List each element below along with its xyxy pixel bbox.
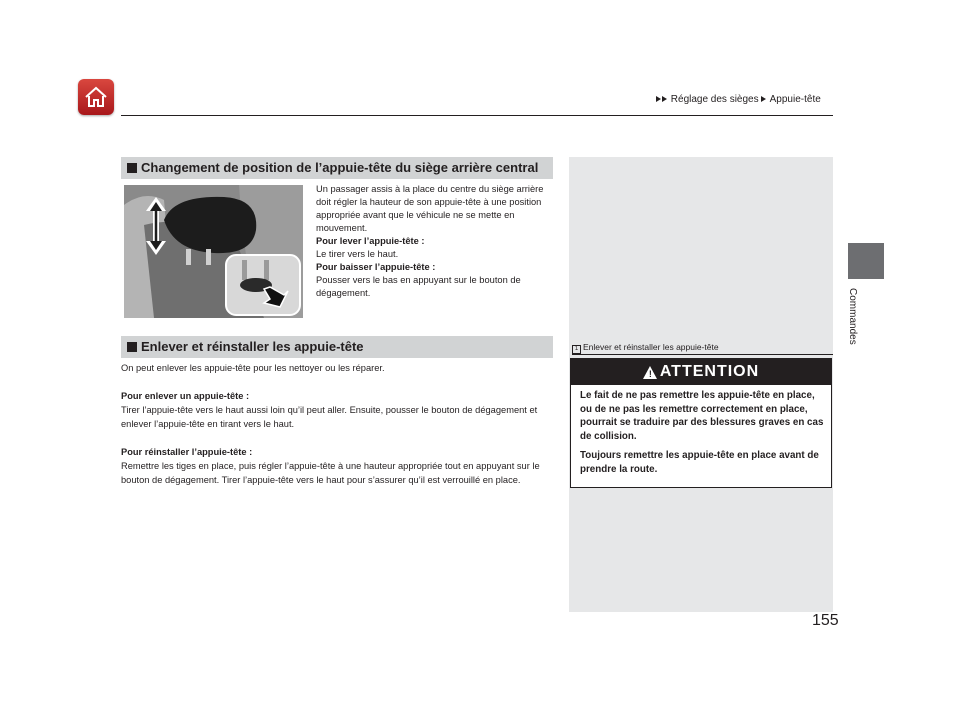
remove-reinstall-body [121, 361, 558, 487]
warning-paragraph: Toujours remettre les appuie-tête en place avant de prendre la route. [580, 450, 819, 475]
paragraph: Un passager assis à la place du centre du siège arrière doit régler la hauteur de son appuie-tête à une position appropriée avant que le véhicule ne se mette en mouvement. [316, 184, 544, 233]
raise-heading: Pour lever l’appuie-tête : [316, 236, 425, 246]
home-button[interactable] [78, 79, 114, 115]
section-square-icon [127, 163, 137, 173]
warning-label: ATTENTION [659, 363, 760, 380]
remove-heading: Pour enlever un appuie-tête : [121, 391, 250, 401]
sidebar-note-title[interactable] [572, 342, 719, 354]
home-icon [83, 84, 109, 110]
chapter-tab-label: Commandes [847, 288, 858, 345]
reinstall-text: Remettre les tiges en place, puis régler l’appuie-tête à une hauteur appropriée tout en appuyant sur le bouton de dégagement. Tirer l’appuie-tête vers le haut pour s’assurer qu’il est verrouillé en place. [121, 461, 540, 485]
section-header-remove-reinstall [121, 336, 553, 358]
breadcrumb-arrow-icon [656, 96, 661, 102]
lower-text: Pousser vers le bas en appuyant sur le bouton de dégagement. [316, 275, 521, 298]
page-number: 155 [812, 612, 839, 629]
raise-text: Le tirer vers le haut. [316, 249, 399, 259]
warning-box [570, 358, 832, 488]
reinstall-heading: Pour réinstaller l’appuie-tête : [121, 447, 253, 457]
warning-paragraph: Le fait de ne pas remettre les appuie-tête en place, ou de ne pas les remettre correctement en place, pourrait se traduire par des blessures graves en cas de collision. [580, 390, 824, 442]
warning-header [571, 359, 831, 385]
center-headrest-description [316, 183, 556, 300]
intro-text: On peut enlever les appuie-tête pour les nettoyer ou les réparer. [121, 363, 385, 373]
warning-triangle-icon: ! [643, 366, 657, 379]
header-divider [121, 115, 833, 116]
section-square-icon [127, 342, 137, 352]
breadcrumb-current[interactable]: Appuie-tête [769, 94, 821, 105]
breadcrumb-arrow-icon [662, 96, 667, 102]
warning-text [580, 389, 826, 482]
breadcrumb-link-seat-adjustment[interactable]: Réglage des sièges [670, 94, 759, 105]
section-title: Enlever et réinstaller les appuie-tête [141, 339, 364, 354]
chapter-tab-label-wrap [846, 288, 862, 368]
section-header-center-headrest [121, 157, 553, 179]
breadcrumb [656, 94, 821, 105]
note-divider [572, 354, 833, 355]
lower-heading: Pour baisser l’appuie-tête : [316, 262, 436, 272]
headrest-photo [124, 185, 303, 318]
note-box-icon: 1 [572, 345, 581, 354]
remove-text: Tirer l’appuie-tête vers le haut aussi loin qu’il peut aller. Ensuite, pousser le bouton de dégagement et enlever l’appuie-tête en tirant vers le haut. [121, 405, 538, 429]
note-title-text: Enlever et réinstaller les appuie-tête [583, 342, 719, 352]
section-title: Changement de position de l’appuie-tête du siège arrière central [141, 160, 539, 175]
chapter-tab[interactable] [848, 243, 884, 279]
breadcrumb-arrow-icon [761, 96, 766, 102]
